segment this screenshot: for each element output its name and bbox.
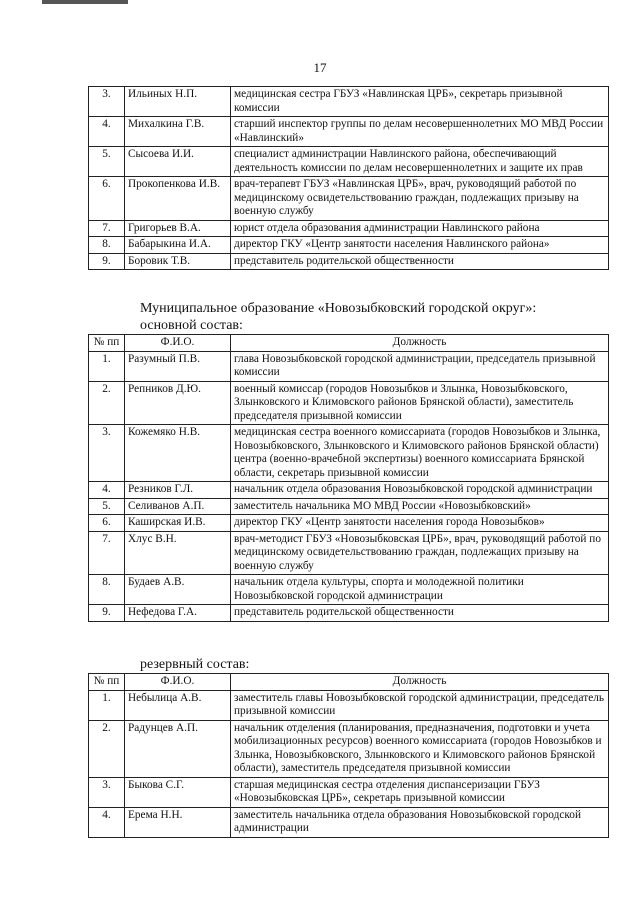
cell-num: 2. bbox=[89, 720, 125, 777]
cell-position: юрист отдела образования администрации Навлинского района bbox=[231, 220, 609, 237]
table-row bbox=[89, 720, 609, 777]
cell-position: начальник отдела культуры, спорта и молодежной политики Новозыбковской городской администрации bbox=[231, 575, 609, 605]
cell-name: Разумный П.В. bbox=[125, 351, 231, 381]
table-header-row bbox=[89, 335, 609, 352]
table-row bbox=[89, 425, 609, 482]
cell-name: Бабарыкина И.А. bbox=[125, 237, 231, 254]
cell-name: Репников Д.Ю. bbox=[125, 381, 231, 425]
cell-position: медицинская сестра военного комиссариата (городов Новозыбков и Злынка, Новозыбковского, Злынковского и Климовского районов Брянской области) центра (военно-врачебной экспертизы) военного комиссариата Брянской области, секретарь призывной комиссии bbox=[231, 425, 609, 482]
cell-position: представитель родительской общественности bbox=[231, 605, 609, 622]
cell-position: заместитель начальника отдела образования Новозыбковской городской администрации bbox=[231, 807, 609, 837]
cell-num: 4. bbox=[89, 482, 125, 499]
cell-name: Селиванов А.П. bbox=[125, 498, 231, 515]
table-row bbox=[89, 220, 609, 237]
cell-num: 6. bbox=[89, 177, 125, 221]
cell-num: 3. bbox=[89, 87, 125, 117]
table-row bbox=[89, 605, 609, 622]
cell-num: 8. bbox=[89, 575, 125, 605]
cell-position: заместитель начальника МО МВД России «Новозыбковский» bbox=[231, 498, 609, 515]
table-row bbox=[89, 351, 609, 381]
cell-name: Прокопенкова И.В. bbox=[125, 177, 231, 221]
cell-name: Ерема Н.Н. bbox=[125, 807, 231, 837]
cell-num: 9. bbox=[89, 605, 125, 622]
cell-position: медицинская сестра ГБУЗ «Навлинская ЦРБ», секретарь призывной комиссии bbox=[231, 87, 609, 117]
table-body bbox=[89, 690, 609, 837]
table-row bbox=[89, 515, 609, 532]
cell-num: 1. bbox=[89, 351, 125, 381]
cell-name: Будаев А.В. bbox=[125, 575, 231, 605]
cell-num: 6. bbox=[89, 515, 125, 532]
table-row bbox=[89, 531, 609, 575]
commission-table-main bbox=[88, 334, 609, 622]
cell-position: начальник отделения (планирования, предназначения, подготовки и учета мобилизационных ресурсов) военного комиссариата (городов Новозыбков и Злынка, Новозыбковского, Злынковского и Климовского районов Брянской области), заместитель председателя призывной комиссии bbox=[231, 720, 609, 777]
header-position: Должность bbox=[231, 674, 609, 691]
table-row bbox=[89, 117, 609, 147]
cell-num: 9. bbox=[89, 253, 125, 270]
cell-position: директор ГКУ «Центр занятости населения Навлинского района» bbox=[231, 237, 609, 254]
cell-num: 7. bbox=[89, 220, 125, 237]
cell-num: 2. bbox=[89, 381, 125, 425]
section-heading-main bbox=[140, 300, 536, 334]
table-body bbox=[89, 87, 609, 270]
section-heading-line: Муниципальное образование «Новозыбковский городской округ»: bbox=[140, 301, 537, 316]
cell-num: 4. bbox=[89, 807, 125, 837]
cell-num: 1. bbox=[89, 690, 125, 720]
table-row bbox=[89, 87, 609, 117]
table-row bbox=[89, 498, 609, 515]
cell-num: 5. bbox=[89, 147, 125, 177]
cell-name: Резников Г.Л. bbox=[125, 482, 231, 499]
header-name: Ф.И.О. bbox=[125, 674, 231, 691]
cell-name: Григорьев В.А. bbox=[125, 220, 231, 237]
cell-name: Михалкина Г.В. bbox=[125, 117, 231, 147]
cell-num: 8. bbox=[89, 237, 125, 254]
cell-name: Сысоева И.И. bbox=[125, 147, 231, 177]
cell-num: 5. bbox=[89, 498, 125, 515]
page-number: 17 bbox=[313, 60, 327, 75]
table-row bbox=[89, 147, 609, 177]
table-row bbox=[89, 381, 609, 425]
table-row bbox=[89, 237, 609, 254]
cell-name: Боровик Т.В. bbox=[125, 253, 231, 270]
cell-position: глава Новозыбковской городской администрации, председатель призывной комиссии bbox=[231, 351, 609, 381]
table-row bbox=[89, 777, 609, 807]
top-rule bbox=[42, 0, 128, 4]
cell-position: военный комиссар (городов Новозыбков и Злынка, Новозыбковского, Злынковского и Климовского районов Брянской области), заместитель председателя призывной комиссии bbox=[231, 381, 609, 425]
table-row bbox=[89, 690, 609, 720]
commission-table-reserve bbox=[88, 673, 609, 838]
table-header-row bbox=[89, 674, 609, 691]
cell-num: 3. bbox=[89, 425, 125, 482]
cell-position: заместитель главы Новозыбковской городской администрации, председатель призывной комиссии bbox=[231, 690, 609, 720]
header-num: № пп bbox=[89, 674, 125, 691]
table-row bbox=[89, 253, 609, 270]
cell-name: Хлус В.Н. bbox=[125, 531, 231, 575]
cell-name: Быкова С.Г. bbox=[125, 777, 231, 807]
table-row bbox=[89, 177, 609, 221]
cell-position: старшая медицинская сестра отделения диспансеризации ГБУЗ «Новозыбковская ЦРБ», секретарь призывной комиссии bbox=[231, 777, 609, 807]
section-heading-reserve: резервный состав: bbox=[140, 657, 250, 672]
header-name: Ф.И.О. bbox=[125, 335, 231, 352]
cell-position: специалист администрации Навлинского района, обеспечивающий деятельность комиссии по делам несовершеннолетних и защите их прав bbox=[231, 147, 609, 177]
header-num: № пп bbox=[89, 335, 125, 352]
section-heading-line: основной состав: bbox=[140, 318, 243, 333]
table-body bbox=[89, 351, 609, 621]
cell-name: Нефедова Г.А. bbox=[125, 605, 231, 622]
table-row bbox=[89, 807, 609, 837]
cell-name: Небылица А.В. bbox=[125, 690, 231, 720]
cell-position: старший инспектор группы по делам несовершеннолетних МО МВД России «Навлинский» bbox=[231, 117, 609, 147]
cell-position: представитель родительской общественности bbox=[231, 253, 609, 270]
cell-name: Кожемяко Н.В. bbox=[125, 425, 231, 482]
table-row bbox=[89, 575, 609, 605]
cell-num: 3. bbox=[89, 777, 125, 807]
cell-position: врач-терапевт ГБУЗ «Навлинская ЦРБ», врач, руководящий работой по медицинскому освидетельствованию граждан, подлежащих призыву на военную службу bbox=[231, 177, 609, 221]
cell-num: 7. bbox=[89, 531, 125, 575]
cell-name: Ильиных Н.П. bbox=[125, 87, 231, 117]
commission-table-continuation bbox=[88, 86, 609, 270]
header-position: Должность bbox=[231, 335, 609, 352]
cell-num: 4. bbox=[89, 117, 125, 147]
cell-name: Радунцев А.П. bbox=[125, 720, 231, 777]
cell-position: начальник отдела образования Новозыбковской городской администрации bbox=[231, 482, 609, 499]
cell-position: директор ГКУ «Центр занятости населения города Новозыбков» bbox=[231, 515, 609, 532]
table-row bbox=[89, 482, 609, 499]
cell-position: врач-методист ГБУЗ «Новозыбковская ЦРБ», врач, руководящий работой по медицинскому освидетельствованию граждан, подлежащих призыву на военную службу bbox=[231, 531, 609, 575]
cell-name: Каширская И.В. bbox=[125, 515, 231, 532]
